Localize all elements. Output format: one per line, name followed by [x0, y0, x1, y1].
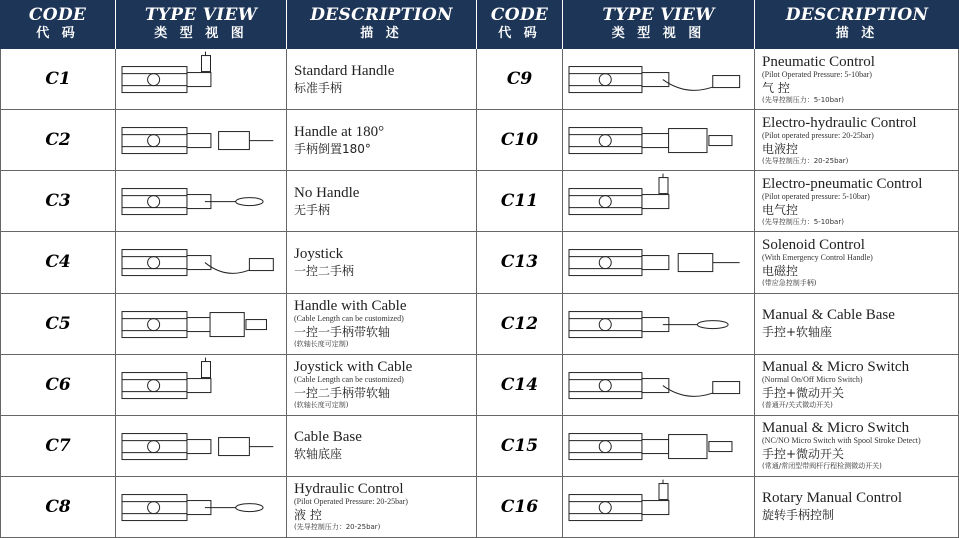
table-row	[0, 355, 959, 416]
description-zh: 软轴底座	[294, 447, 343, 462]
code-cell: C16	[477, 477, 563, 538]
valve-line-drawing	[116, 294, 287, 355]
description-cell	[755, 477, 959, 538]
handle-with-cable-drawing	[116, 294, 287, 355]
description-note: (Pilot Operated Pressure: 5-10bar)	[762, 69, 872, 79]
header-description-zh: 描 述	[360, 26, 403, 41]
description-title: Pneumatic Control	[762, 53, 875, 70]
description-title: Manual & Cable Base	[762, 307, 895, 324]
joystick-drawing	[116, 232, 287, 293]
valve-line-drawing	[563, 232, 755, 293]
valve-line-drawing	[116, 110, 287, 171]
description-cell	[287, 294, 477, 355]
code-cell: C15	[477, 416, 563, 477]
description-title: Joystick	[294, 245, 344, 262]
description-cell	[287, 416, 477, 477]
description-title: No Handle	[294, 184, 360, 201]
description-title: Handle at 180°	[294, 123, 385, 140]
valve-line-drawing	[116, 416, 287, 477]
header-code-en: CODE	[28, 5, 87, 25]
handle-180-drawing	[116, 110, 287, 171]
description-cell	[287, 171, 477, 232]
description-zh: 一控二手柄	[294, 263, 355, 278]
valve-line-drawing	[116, 355, 287, 416]
description-cell	[287, 477, 477, 538]
cable-base-drawing	[116, 416, 287, 477]
description-cell	[755, 416, 959, 477]
header-description-left	[287, 0, 477, 49]
header-type-view-left	[116, 0, 287, 49]
description-note: (Pilot Operated Pressure: 20-25bar)	[294, 497, 408, 507]
header-code-left	[0, 0, 116, 49]
description-zh: 手控+软轴座	[762, 325, 833, 340]
description-note: (NC/NO Micro Switch with Spool Stroke Detect)	[762, 436, 921, 446]
description-title: Electro-pneumatic Control	[762, 175, 923, 192]
code-cell: C5	[0, 294, 116, 355]
description-zh-note: (先导控制压力：20-25bar)	[294, 523, 381, 532]
description-cell	[287, 110, 477, 171]
code-cell: C9	[477, 49, 563, 110]
table-row	[0, 232, 959, 293]
description-zh-note: (先导控制压力：5-10bar)	[762, 95, 844, 104]
header-description-en: DESCRIPTION	[785, 5, 929, 25]
description-cell	[755, 232, 959, 293]
description-title: Handle with Cable	[294, 298, 407, 315]
description-title: Cable Base	[294, 429, 362, 446]
code-cell: C13	[477, 232, 563, 293]
description-zh: 气 控	[762, 80, 790, 95]
code-cell: C1	[0, 49, 116, 110]
table-row	[0, 171, 959, 232]
description-zh: 一控一手柄带软轴	[294, 325, 391, 340]
electro-hydraulic-drawing	[563, 110, 755, 171]
description-title: Electro-hydraulic Control	[762, 114, 917, 131]
description-zh: 电液控	[762, 141, 799, 156]
header-type-view-en: TYPE VIEW	[144, 5, 258, 25]
code-cell: C14	[477, 355, 563, 416]
description-note: (With Emergency Control Handle)	[762, 252, 873, 262]
manual-micro-switch-drawing	[563, 355, 755, 416]
description-zh: 手控+微动开关	[762, 447, 845, 462]
description-zh: 电磁控	[762, 263, 799, 278]
valve-line-drawing	[116, 232, 287, 293]
header-type-view-right	[563, 0, 755, 49]
header-code-zh: 代 码	[36, 26, 79, 41]
no-handle-drawing	[116, 171, 287, 232]
valve-line-drawing	[563, 49, 755, 110]
description-zh-note: (软轴长度可定制)	[294, 401, 349, 410]
code-cell: C8	[0, 477, 116, 538]
electro-pneumatic-drawing	[563, 171, 755, 232]
description-note: (Pilot operated pressure: 5-10bar)	[762, 191, 870, 201]
table-row	[0, 294, 959, 355]
hydraulic-control-drawing	[116, 477, 287, 538]
code-cell: C3	[0, 171, 116, 232]
valve-line-drawing	[563, 110, 755, 171]
description-cell	[755, 49, 959, 110]
description-cell	[755, 355, 959, 416]
description-zh-note: (先导控制压力：20-25bar)	[762, 156, 849, 165]
table-row	[0, 110, 959, 171]
solenoid-control-drawing	[563, 232, 755, 293]
description-zh: 手柄倒置180°	[294, 141, 371, 156]
description-note: (Cable Length can be customized)	[294, 314, 404, 324]
description-title: Hydraulic Control	[294, 481, 404, 498]
joystick-with-cable-drawing	[116, 355, 287, 416]
description-zh: 旋转手柄控制	[762, 508, 835, 523]
code-cell: C12	[477, 294, 563, 355]
description-zh-note: (软轴长度可定制)	[294, 340, 349, 349]
header-code-right	[477, 0, 563, 49]
description-cell	[755, 110, 959, 171]
description-zh: 电气控	[762, 202, 799, 217]
description-note: (Pilot operated pressure: 20-25bar)	[762, 130, 874, 140]
header-type-view-zh: 类 型 视 图	[611, 26, 706, 41]
manual-cable-base-drawing	[563, 294, 755, 355]
valve-line-drawing	[116, 171, 287, 232]
code-cell: C10	[477, 110, 563, 171]
description-note: (Cable Length can be customized)	[294, 375, 404, 385]
rotary-manual-drawing	[563, 477, 755, 538]
description-title: Manual & Micro Switch	[762, 420, 910, 437]
description-cell	[287, 49, 477, 110]
valve-line-drawing	[563, 416, 755, 477]
description-zh: 一控二手柄带软轴	[294, 386, 391, 401]
valve-line-drawing	[563, 355, 755, 416]
description-title: Rotary Manual Control	[762, 490, 902, 507]
description-zh-note: (带应急控制手柄)	[762, 278, 817, 287]
description-zh-note: (先导控制压力：5-10bar)	[762, 217, 844, 226]
header-description-right	[755, 0, 959, 49]
valve-line-drawing	[116, 477, 287, 538]
description-title: Joystick with Cable	[294, 359, 413, 376]
header-type-view-zh: 类 型 视 图	[154, 26, 248, 41]
description-cell	[287, 355, 477, 416]
code-cell: C2	[0, 110, 116, 171]
header-type-view-en: TYPE VIEW	[602, 5, 715, 25]
header-description-en: DESCRIPTION	[310, 5, 453, 25]
standard-handle-drawing	[116, 49, 287, 110]
pneumatic-control-drawing	[563, 49, 755, 110]
description-cell	[287, 232, 477, 293]
code-cell: C7	[0, 416, 116, 477]
description-zh-note: (普通开/关式微动开关)	[762, 401, 833, 410]
code-cell: C11	[477, 171, 563, 232]
table-row	[0, 416, 959, 477]
description-title: Solenoid Control	[762, 236, 865, 253]
description-cell	[755, 171, 959, 232]
header-code-zh: 代 码	[498, 26, 541, 41]
manual-micro-switch-detect-drawing	[563, 416, 755, 477]
description-title: Standard Handle	[294, 62, 395, 79]
code-cell: C6	[0, 355, 116, 416]
description-zh: 无手柄	[294, 202, 331, 217]
table-row	[0, 477, 959, 538]
header-description-zh: 描 述	[835, 26, 879, 41]
description-title: Manual & Micro Switch	[762, 359, 910, 376]
description-zh: 标准手柄	[294, 80, 343, 95]
table-row	[0, 49, 959, 110]
valve-line-drawing	[563, 477, 755, 538]
code-cell: C4	[0, 232, 116, 293]
valve-line-drawing	[563, 294, 755, 355]
description-zh: 液 控	[294, 508, 322, 523]
description-zh: 手控+微动开关	[762, 386, 845, 401]
valve-line-drawing	[116, 49, 287, 110]
header-code-en: CODE	[490, 5, 549, 25]
description-zh-note: (常通/常闭型带阀杆行程检测微动开关)	[762, 462, 882, 471]
valve-line-drawing	[563, 171, 755, 232]
description-note: (Normal On/Off Micro Switch)	[762, 375, 863, 385]
description-cell	[755, 294, 959, 355]
